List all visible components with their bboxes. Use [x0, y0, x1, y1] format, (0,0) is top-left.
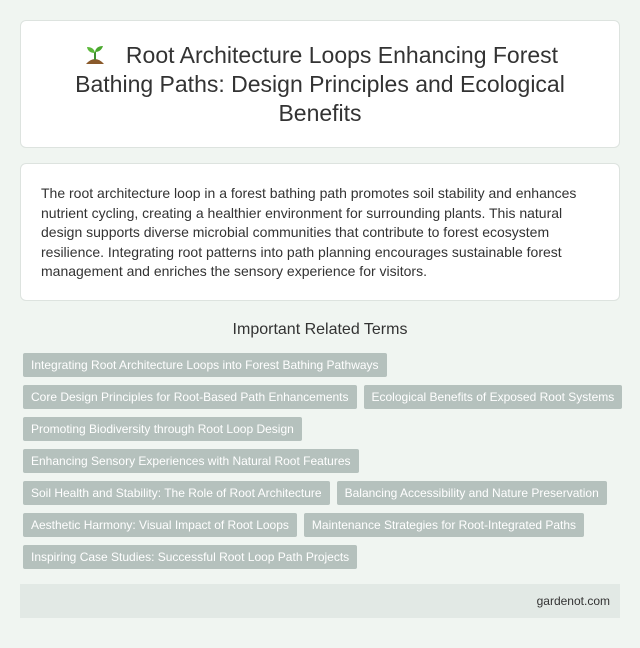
related-term-tag[interactable]: Ecological Benefits of Exposed Root Systems: [364, 385, 623, 409]
page-title-text: Root Architecture Loops Enhancing Forest Bathing Paths: Design Principles and Ecological Benefits: [75, 41, 565, 126]
title-card: [20, 20, 620, 148]
footer-site-link[interactable]: gardenot.com: [536, 594, 610, 608]
page-title: [51, 41, 589, 128]
related-terms-list: [23, 353, 623, 569]
footer: [20, 584, 620, 618]
related-term-tag[interactable]: Maintenance Strategies for Root-Integrated Paths: [304, 513, 584, 537]
related-term-tag[interactable]: Integrating Root Architecture Loops into Forest Bathing Pathways: [23, 353, 387, 377]
sprout-icon: [82, 44, 108, 66]
related-term-tag[interactable]: Balancing Accessibility and Nature Preservation: [337, 481, 607, 505]
related-term-tag[interactable]: Enhancing Sensory Experiences with Natural Root Features: [23, 449, 359, 473]
related-term-tag[interactable]: Soil Health and Stability: The Role of Root Architecture: [23, 481, 330, 505]
related-term-tag[interactable]: Inspiring Case Studies: Successful Root Loop Path Projects: [23, 545, 357, 569]
description-text: The root architecture loop in a forest bathing path promotes soil stability and enhances nutrient cycling, creating a healthier environment for surrounding plants. This natural design supports diverse microbial communities that contribute to forest ecosystem resilience. Integrating root patterns into path planning encourages sustainable forest management and enriches the sensory experience for visitors.: [41, 185, 577, 279]
related-term-tag[interactable]: Aesthetic Harmony: Visual Impact of Root Loops: [23, 513, 297, 537]
related-term-tag[interactable]: Promoting Biodiversity through Root Loop Design: [23, 417, 302, 441]
related-term-tag[interactable]: Core Design Principles for Root-Based Path Enhancements: [23, 385, 357, 409]
description-card: [20, 163, 620, 301]
related-terms-heading: Important Related Terms: [232, 321, 408, 338]
